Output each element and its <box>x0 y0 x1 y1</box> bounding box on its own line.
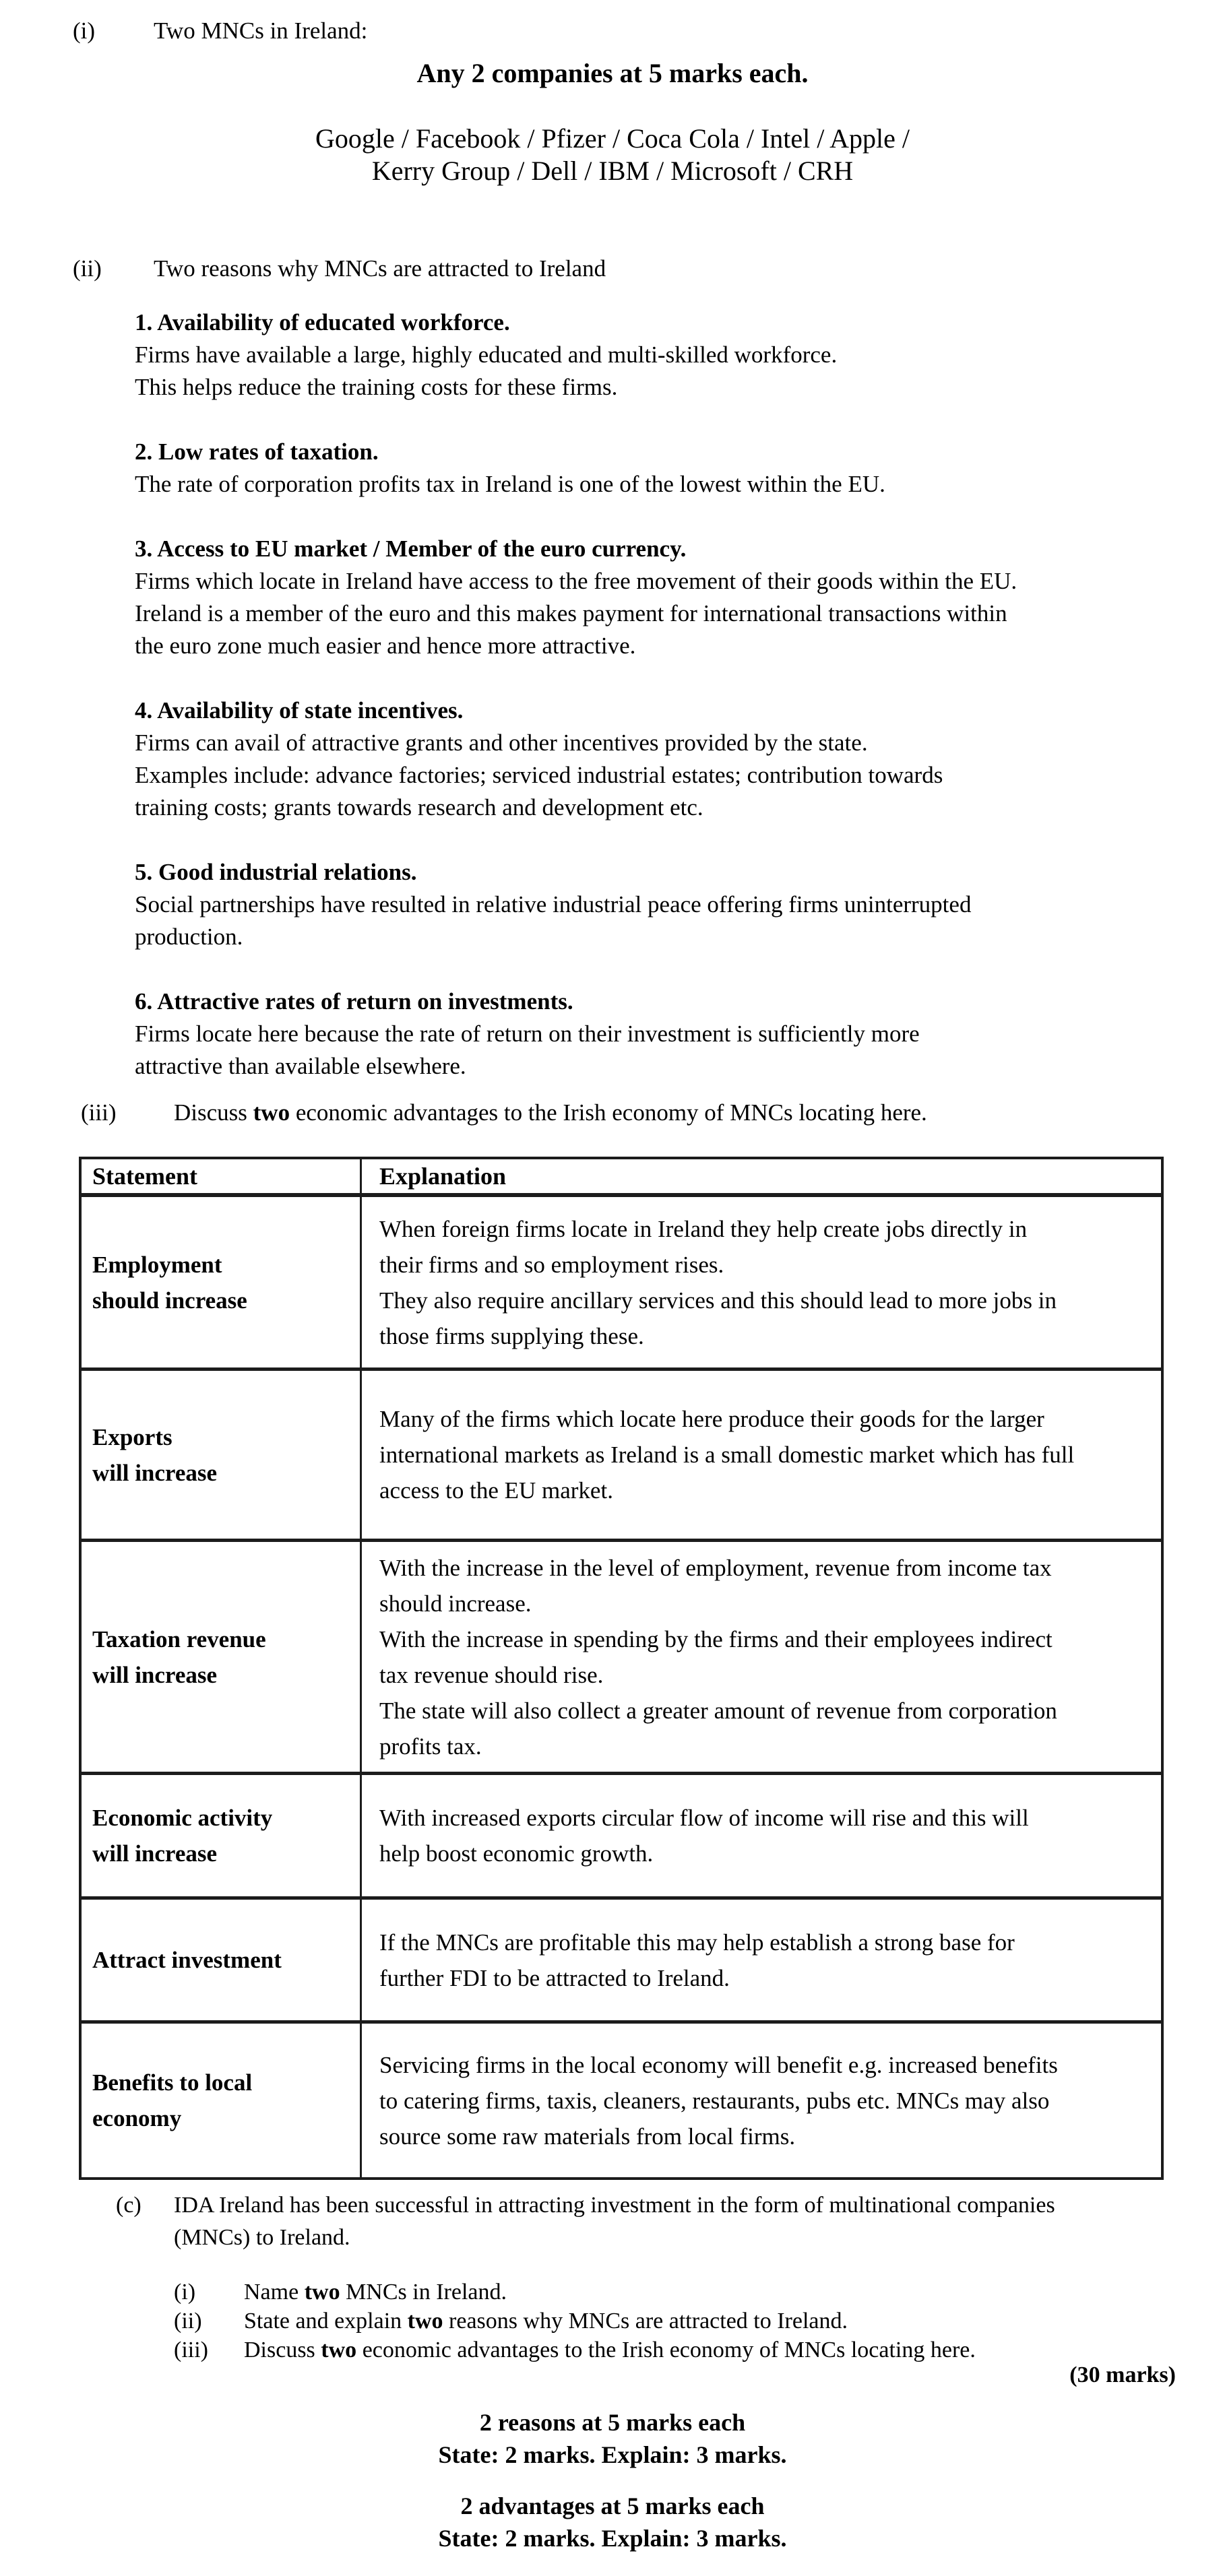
item-ii-text: State and explain two reasons why MNCs are attracted to Ireland. <box>244 2309 848 2333</box>
reason-4-line: Examples include: advance factories; serviced industrial estates; contribution towards <box>135 762 943 788</box>
reason-1-line: This helps reduce the training costs for these firms. <box>135 374 618 400</box>
table-row-local-economy <box>82 2024 1161 2177</box>
question-ii-row <box>0 253 1225 285</box>
reason-2-heading: 2. Low rates of taxation. <box>135 439 379 465</box>
footer-advantages-breakdown: State: 2 marks. Explain: 3 marks. <box>438 2525 787 2552</box>
question-iii-label: (iii) <box>81 1099 117 1126</box>
advantages-table <box>79 1157 1164 2180</box>
statement-cell: Economic activity will increase <box>82 1775 362 1896</box>
question-iii-post: economic advantages to the Irish economy of MNCs locating here. <box>290 1099 927 1126</box>
question-c-row <box>0 2189 1225 2222</box>
footer-reasons-marks: 2 reasons at 5 marks each <box>479 2409 746 2436</box>
item-i-text: Name two MNCs in Ireland. <box>244 2280 507 2305</box>
reason-1-heading: 1. Availability of educated workforce. <box>135 309 510 335</box>
reason-5-line: Social partnerships have resulted in relative industrial peace offering firms uninterrupted <box>135 891 972 917</box>
question-i-label: (i) <box>73 18 96 44</box>
question-c-item-i <box>0 2278 1225 2310</box>
question-c-item-ii <box>0 2307 1225 2339</box>
reason-block-2 <box>135 436 1017 501</box>
reason-5-heading: 5. Good industrial relations. <box>135 859 417 885</box>
reason-4-line: training costs; grants towards research and development etc. <box>135 794 703 820</box>
explanation-cell: When foreign firms locate in Ireland they help create jobs directly in their firms and so employment rises. They also require ancillary services and this should lead to more jobs in those firms supplying these. <box>379 1215 1057 1349</box>
reason-6-heading: 6. Attractive rates of return on investments. <box>135 988 573 1015</box>
question-i-row <box>0 15 1225 47</box>
reason-6-line: Firms locate here because the rate of return on their investment is sufficiently more <box>135 1021 920 1047</box>
table-row-taxation <box>82 1542 1161 1775</box>
item-iii-label: (iii) <box>174 2338 208 2362</box>
total-marks-label: (30 marks) <box>1069 2362 1176 2387</box>
question-c-label: (c) <box>116 2193 142 2218</box>
reason-block-4 <box>135 695 1017 824</box>
reason-block-1 <box>135 307 1017 404</box>
question-iii-pre: Discuss <box>174 1099 253 1126</box>
statement-cell: Exports will increase <box>82 1371 362 1539</box>
table-row-exports <box>82 1371 1161 1542</box>
reason-4-line: Firms can avail of attractive grants and other incentives provided by the state. <box>135 730 868 756</box>
table-row-employment <box>82 1197 1161 1371</box>
reason-5-line: production. <box>135 924 243 950</box>
table-row-attract-investment <box>82 1900 1161 2024</box>
explanation-cell: With increased exports circular flow of income will rise and this will help boost economic growth. <box>379 1805 1029 1867</box>
statement-cell: Attract investment <box>82 1900 362 2020</box>
reason-3-line: Ireland is a member of the euro and this makes payment for international transactions within <box>135 600 1007 626</box>
companies-line-1: Google / Facebook / Pfizer / Coca Cola / Intel / Apple / <box>315 123 910 154</box>
table-header-explanation: Explanation <box>379 1163 507 1190</box>
statement-cell: Employment should increase <box>82 1197 362 1367</box>
statement-cell: Taxation revenue will increase <box>82 1542 362 1772</box>
companies-line-2: Kerry Group / Dell / IBM / Microsoft / CRH <box>371 156 854 186</box>
question-c-line1: IDA Ireland has been successful in attracting investment in the form of multinational companies <box>174 2193 1055 2218</box>
reason-1-line: Firms have available a large, highly educated and multi-skilled workforce. <box>135 342 838 368</box>
explanation-cell: With the increase in the level of employment, revenue from income tax should increase. With the increase in spending by the firms and their employees indirect tax revenue should rise. The state will also collect a greater amount of revenue from corporation profits tax. <box>379 1554 1057 1760</box>
explanation-cell: Many of the firms which locate here produce their goods for the larger international markets as Ireland is a small domestic market which has full access to the EU market. <box>379 1406 1075 1504</box>
footer-reasons-breakdown: State: 2 marks. Explain: 3 marks. <box>438 2441 787 2468</box>
explanation-cell: If the MNCs are profitable this may help establish a strong base for further FDI to be attracted to Ireland. <box>379 1929 1015 1991</box>
reason-3-line: Firms which locate in Ireland have access to the free movement of their goods within the EU. <box>135 568 1017 594</box>
reason-4-heading: 4. Availability of state incentives. <box>135 697 464 723</box>
reason-2-line: The rate of corporation profits tax in Ireland is one of the lowest within the EU. <box>135 471 885 497</box>
table-header-row <box>82 1159 1161 1197</box>
question-iii-text <box>174 1097 927 1129</box>
marks-note-heading: Any 2 companies at 5 marks each. <box>416 58 809 88</box>
reason-block-6 <box>135 986 1017 1083</box>
question-i-text: Two MNCs in Ireland: <box>154 18 368 44</box>
question-ii-text: Two reasons why MNCs are attracted to Ireland <box>154 255 606 282</box>
explanation-cell: Servicing firms in the local economy will benefit e.g. increased benefits to catering firms, taxis, cleaners, restaurants, pubs etc. MNCs may also source some raw materials from local firms. <box>379 2051 1058 2150</box>
item-iii-text: Discuss two economic advantages to the Irish economy of MNCs locating here. <box>244 2338 976 2362</box>
reason-3-line: the euro zone much easier and hence more attractive. <box>135 633 636 659</box>
question-iii-bold: two <box>253 1099 290 1126</box>
statement-cell: Benefits to local economy <box>82 2024 362 2177</box>
item-i-label: (i) <box>174 2280 196 2305</box>
reason-block-5 <box>135 856 1017 953</box>
question-c-item-iii <box>0 2336 1225 2368</box>
table-header-statement: Statement <box>82 1159 362 1193</box>
question-iii-row <box>0 1097 1225 1129</box>
reason-block-3 <box>135 533 1017 662</box>
table-row-economic-activity <box>82 1775 1161 1900</box>
question-ii-label: (ii) <box>73 255 102 282</box>
reason-6-line: attractive than available elsewhere. <box>135 1053 466 1079</box>
reasons-list <box>135 307 1017 1115</box>
footer-advantages-marks: 2 advantages at 5 marks each <box>460 2492 765 2519</box>
item-ii-label: (ii) <box>174 2309 202 2333</box>
reason-3-heading: 3. Access to EU market / Member of the euro currency. <box>135 536 687 562</box>
question-c-line2: (MNCs) to Ireland. <box>174 2225 350 2250</box>
